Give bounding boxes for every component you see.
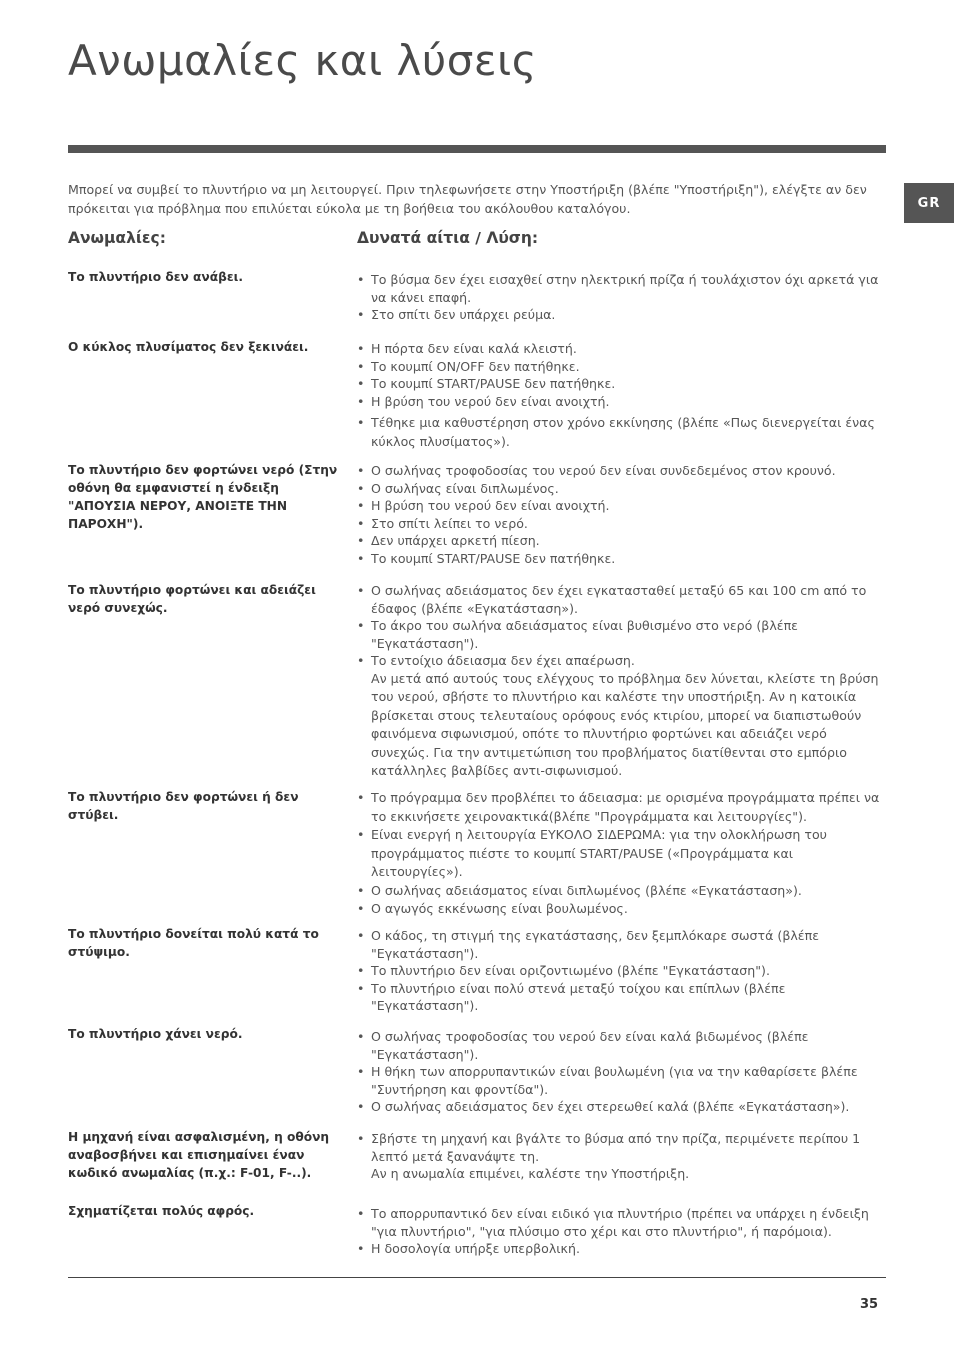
solution-text: Το βύσμα δεν έχει εισαχθεί στην ηλεκτρική πρίζα ή τουλάχιστον όχι αρκετά για να κάνει επαφή.	[371, 272, 879, 305]
problem-label: Το πλυντήριο φορτώνει και αδειάζει νερό συνεχώς.	[68, 583, 316, 615]
bullet-icon: •	[357, 358, 365, 374]
bullet-icon: •	[357, 341, 365, 356]
solution-item	[357, 358, 887, 376]
solution-text: Το απορρυπαντικό δεν είναι ειδικό για πλυντήριο (πρέπει να υπάρχει η ένδειξη "για πλυντήριο", "για πλύσιμο στο χέρι και στο πλυντήριο", ή παρόμοια).	[371, 1206, 869, 1239]
language-tab: GR	[904, 183, 954, 223]
bullet-icon: •	[357, 618, 365, 633]
solutions-column-heading: Δυνατά αίτια / Λύση:	[357, 229, 539, 247]
solution-text: Το εντοίχιο άδειασμα δεν έχει απαέρωση.	[371, 653, 635, 668]
problem-label: Το πλυντήριο δονείται πολύ κατά το στύψιμο.	[68, 927, 319, 959]
bullet-icon: •	[357, 515, 365, 531]
solution-list	[357, 1130, 887, 1183]
problems-column-heading: Ανωμαλίες:	[68, 229, 166, 247]
solution-text: Ο αγωγός εκκένωσης είναι βουλωμένος.	[371, 901, 628, 916]
bullet-icon: •	[357, 1064, 365, 1079]
solution-list	[357, 927, 887, 1015]
problem-label: Η μηχανή είναι ασφαλισμένη, η οθόνη αναβοσβήνει και επισημαίνει έναν κωδικό ανωμαλίας (π.χ.: F-01, F-..).	[68, 1130, 330, 1180]
problem-label: Το πλυντήριο δεν φορτώνει ή δεν στύβει.	[68, 790, 299, 822]
bullet-icon: •	[357, 533, 365, 548]
bullet-icon: •	[357, 272, 365, 287]
page-number: 35	[860, 1297, 879, 1312]
solution-text: Στο σπίτι λείπει το νερό.	[371, 515, 528, 531]
bullet-icon: •	[357, 376, 365, 391]
solution-item	[357, 1028, 887, 1063]
solution-text: Η βρύση του νερού δεν είναι ανοιχτή.	[371, 498, 610, 513]
solution-item	[357, 882, 887, 901]
solution-note: Αν η ανωμαλία επιμένει, καλέστε την Υποστήριξη.	[371, 1166, 690, 1181]
bullet-icon: •	[357, 1206, 365, 1221]
bullet-icon: •	[357, 498, 365, 513]
bullet-icon: •	[357, 1241, 365, 1256]
solution-text: Το κουμπί START/PAUSE δεν πατήθηκε.	[371, 550, 616, 566]
solution-text: Το κουμπί START/PAUSE δεν πατήθηκε.	[371, 376, 616, 391]
solution-item	[357, 1240, 887, 1258]
solution-text: Ο σωλήνας τροφοδοσίας του νερού δεν είναι καλά βιδωμένος (βλέπε "Εγκατάσταση").	[371, 1029, 809, 1062]
solution-item	[357, 532, 887, 550]
bullet-icon: •	[357, 653, 365, 668]
solution-text: Ο σωλήνας αδειάσματος δεν έχει εγκατασταθεί μεταξύ 65 και 100 cm από το έδαφος (βλέπε «Εγκατάσταση»).	[371, 583, 867, 616]
solution-list	[357, 1028, 887, 1116]
solution-item	[357, 927, 887, 962]
problem-label: Ο κύκλος πλυσίματος δεν ξεκινάει.	[68, 340, 309, 354]
solution-list	[357, 462, 887, 567]
solution-item	[357, 375, 887, 393]
solution-list	[357, 1205, 887, 1258]
bullet-icon: •	[357, 790, 365, 805]
bullet-icon: •	[357, 901, 365, 916]
bullet-icon: •	[357, 882, 365, 898]
solution-text: Ο σωλήνας είναι διπλωμένος.	[371, 480, 559, 496]
solution-text: Η πόρτα δεν είναι καλά κλειστή.	[371, 341, 577, 356]
solution-item	[357, 480, 887, 498]
bullet-icon: •	[357, 480, 365, 496]
solution-text: Σβήστε τη μηχανή και βγάλτε το βύσμα από την πρίζα, περιμένετε περίπου 1 λεπτό μετά ξανανάψτε τη.	[371, 1131, 861, 1164]
solution-list	[357, 582, 887, 781]
solution-item	[357, 652, 887, 670]
solution-list	[357, 340, 887, 451]
bullet-icon: •	[357, 583, 365, 598]
bullet-icon: •	[357, 1131, 365, 1146]
solution-item	[357, 515, 887, 533]
solution-item	[357, 789, 887, 826]
solution-item	[357, 306, 887, 324]
bullet-icon: •	[357, 1099, 365, 1114]
solution-text: Τέθηκε μια καθυστέρηση στον χρόνο εκκίνησης (βλέπε «Πως διενεργείται ένας κύκλος πλυσίματος»).	[371, 415, 875, 449]
solution-item	[357, 962, 887, 980]
bullet-icon: •	[357, 980, 365, 996]
solution-text: Η βρύση του νερού δεν είναι ανοιχτή.	[371, 393, 610, 409]
problem-label: Το πλυντήριο χάνει νερό.	[68, 1027, 243, 1041]
solution-item	[357, 462, 887, 480]
solution-item	[357, 1098, 887, 1116]
solution-text: Το πλυντήριο είναι πολύ στενά μεταξύ τοίχου και επίπλων (βλέπε "Εγκατάσταση").	[371, 980, 786, 1013]
page-title: Ανωμαλίες και λύσεις	[68, 36, 537, 85]
solution-text: Δεν υπάρχει αρκετή πίεση.	[371, 533, 540, 548]
solution-text: Είναι ενεργή η λειτουργία ΕΥΚΟΛΟ ΣΙΔΕΡΩΜΑ: για την ολοκλήρωση του προγράμματος πιέστε το κουμπί START/PAUSE («Προγράμματα και λειτουργίες»).	[371, 827, 827, 879]
bullet-icon: •	[357, 415, 365, 430]
solution-text: Το άκρο του σωλήνα αδειάσματος είναι βυθισμένο στο νερό (βλέπε "Εγκατάσταση").	[371, 618, 798, 651]
bullet-icon: •	[357, 963, 365, 978]
solution-item	[357, 1063, 887, 1098]
problem-label: Σχηματίζεται πολύς αφρός.	[68, 1204, 255, 1218]
bullet-icon: •	[357, 550, 365, 566]
bullet-icon: •	[357, 928, 365, 943]
footer-divider	[68, 1277, 886, 1278]
solution-item	[357, 826, 887, 882]
solution-list	[357, 271, 887, 324]
bullet-icon: •	[357, 827, 365, 842]
solution-item	[357, 497, 887, 515]
solution-note: Αν μετά από αυτούς τους ελέγχους το πρόβλημα δεν λύνεται, κλείστε τη βρύση του νερού, σβήστε το πλυντήριο και καλέστε την υποστήριξη. Αν η κατοικία βρίσκεται στους τελευταίους ορόφους ενός κτιρίου, μπορεί να διαπιστωθούν φαινόμενα σιφωνισμού, οπότε το πλυντήριο φορτώνει και αδειάζει νερό συνεχώς. Για την αντιμετώπιση του προβλήματος διατίθενται στο εμπόριο κατάλληλες βαλβίδες αντι-σιφωνισμού.	[371, 670, 879, 778]
bullet-icon: •	[357, 307, 365, 322]
solution-item	[357, 900, 887, 919]
problem-label: Το πλυντήριο δεν ανάβει.	[68, 270, 243, 284]
bullet-icon: •	[357, 463, 365, 478]
solution-text: Ο σωλήνας αδειάσματος είναι διπλωμένος (βλέπε «Εγκατάσταση»).	[371, 882, 802, 898]
solution-item	[357, 980, 887, 1015]
solution-item	[357, 1205, 887, 1240]
title-divider	[68, 145, 886, 153]
solution-item	[357, 582, 887, 617]
bullet-icon: •	[357, 393, 365, 409]
solution-text: Ο σωλήνας αδειάσματος δεν έχει στερεωθεί καλά (βλέπε «Εγκατάσταση»).	[371, 1099, 850, 1114]
solution-item	[357, 1130, 887, 1165]
solution-text: Η θήκη των απορρυπαντικών είναι βουλωμένη (για να την καθαρίσετε βλέπε "Συντήρηση και φροντίδα").	[371, 1064, 858, 1097]
solution-item	[357, 550, 887, 568]
solution-text: Ο σωλήνας τροφοδοσίας του νερού δεν είναι συνδεδεμένος στον κρουνό.	[371, 463, 836, 478]
solution-item	[357, 393, 887, 411]
solution-text: Το πρόγραμμα δεν προβλέπει το άδειασμα: με ορισμένα προγράμματα πρέπει να το εκκινήσετε χειρονακτικά(βλέπε "Προγράμματα και λειτουργίες").	[371, 790, 880, 824]
solution-item	[357, 617, 887, 652]
solution-item	[357, 271, 887, 306]
problem-label: Το πλυντήριο δεν φορτώνει νερό (Στην οθόνη θα εμφανιστεί η ένδειξη "ΑΠΟΥΣΙΑ ΝΕΡΟΥ, ΑΝΟΙΞΤΕ ΤΗΝ ΠΑΡΟΧΗ").	[68, 463, 338, 531]
solution-text: Το κουμπί ON/OFF δεν πατήθηκε.	[371, 358, 580, 374]
solution-text: Στο σπίτι δεν υπάρχει ρεύμα.	[371, 307, 556, 322]
solution-text: Ο κάδος, τη στιγμή της εγκατάστασης, δεν ξεμπλόκαρε σωστά (βλέπε "Εγκατάσταση").	[371, 928, 820, 961]
solution-text: Η δοσολογία υπήρξε υπερβολική.	[371, 1241, 580, 1256]
bullet-icon: •	[357, 1029, 365, 1044]
solution-list	[357, 789, 887, 919]
intro-text: Μπορεί να συμβεί το πλυντήριο να μη λειτουργεί. Πριν τηλεφωνήσετε στην Υποστήριξη (βλέπε "Υποστήριξη"), ελέγξτε αν δεν πρόκειται για πρόβλημα που επιλύεται εύκολα με τη βοήθεια του ακόλουθου καταλόγου.	[68, 182, 867, 216]
solution-item	[357, 340, 887, 358]
solution-text: Το πλυντήριο δεν είναι οριζοντιωμένο (βλέπε "Εγκατάσταση").	[371, 963, 770, 978]
solution-item	[357, 413, 887, 451]
